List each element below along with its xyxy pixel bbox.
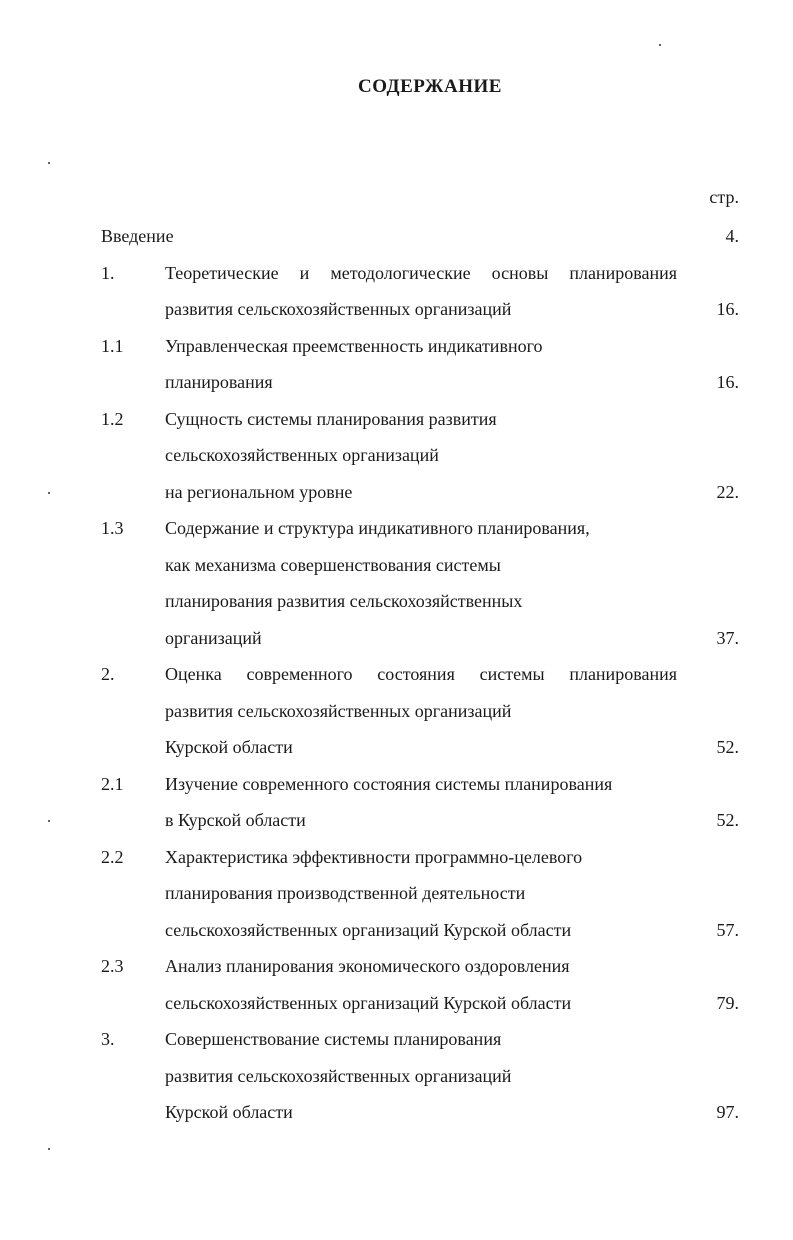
toc-entry-text: сельскохозяйственных организаций [165,445,439,465]
scan-speck [48,162,50,164]
toc-entry-text: Теоретические и методологические основы планирования [165,263,677,283]
toc-entry-page: 79. [716,993,739,1013]
toc-entry-number: 2.2 [101,847,124,867]
toc-entry-page: 52. [716,737,739,757]
toc-entry-text: Оценка современного состояния системы планирования [165,664,677,684]
toc-entry-introduction [0,223,793,249]
scan-speck [48,820,50,822]
toc-entry-text: развития сельскохозяйственных организаций [165,701,512,721]
toc-entry-text: Курской области [165,737,293,757]
toc-entry-text: в Курской области [165,810,306,830]
toc-entry-line [0,1026,793,1052]
toc-entry-number: 2. [101,664,115,684]
toc-entry-line [0,260,793,286]
toc-entry-number: 2.3 [101,956,124,976]
toc-entry-line [0,880,793,906]
toc-entry-text: планирования производственной деятельности [165,883,526,903]
toc-entry-text: Изучение современного состояния системы планирования [165,774,613,794]
toc-entry-text: планирования развития сельскохозяйственных [165,591,523,611]
toc-entry-line [0,296,793,322]
toc-entry-text: развития сельскохозяйственных организаций [165,299,512,319]
toc-entry-number: 1.3 [101,518,124,538]
toc-entry-text: Характеристика эффективности программно-целевого [165,847,583,867]
toc-entry-line [0,442,793,468]
page-column-header: стр. [709,187,739,207]
scan-speck [48,492,50,494]
toc-entry-line [0,917,793,943]
toc-entry-page: 16. [716,372,739,392]
toc-entry-line [0,406,793,432]
toc-entry-line [0,953,793,979]
toc-entry-line [0,698,793,724]
toc-entry-label: Введение [101,226,174,246]
toc-entry-line [0,515,793,541]
toc-entry-line [0,1099,793,1125]
toc-entry-line [0,479,793,505]
toc-entry-text: Курской области [165,1102,293,1122]
toc-entry-text: развития сельскохозяйственных организаций [165,1066,512,1086]
toc-entry-number: 1.2 [101,409,124,429]
toc-entry-page: 16. [716,299,739,319]
page-title: СОДЕРЖАНИЕ [358,76,502,97]
toc-entry-page: 4. [725,226,739,246]
toc-entry-page: 57. [716,920,739,940]
toc-entry-text: организаций [165,628,262,648]
toc-entry-line [0,333,793,359]
toc-entry-text: Анализ планирования экономического оздоровления [165,956,570,976]
toc-entry-text: Сущность системы планирования развития [165,409,497,429]
toc-entry-number: 1. [101,263,115,283]
toc-entry-line [0,661,793,687]
toc-entry-line [0,588,793,614]
toc-entry-line [0,771,793,797]
toc-entry-text: планирования [165,372,273,392]
toc-entry-text: Управленческая преемственность индикативного [165,336,543,356]
toc-entry-line [0,625,793,651]
toc-entry-page: 52. [716,810,739,830]
toc-entry-page: 22. [716,482,739,502]
toc-entry-page: 97. [716,1102,739,1122]
toc-entry-number: 1.1 [101,336,124,356]
toc-entry-text: Содержание и структура индикативного планирования, [165,518,590,538]
toc-entry-text: Совершенствование системы планирования [165,1029,502,1049]
scan-speck [659,44,661,46]
toc-entry-text: как механизма совершенствования системы [165,555,501,575]
toc-entry-text: на региональном уровне [165,482,353,502]
toc-entry-number: 2.1 [101,774,124,794]
toc-entry-page: 37. [716,628,739,648]
scan-speck [48,1148,50,1150]
toc-entry-text: сельскохозяйственных организаций Курской области [165,920,572,940]
toc-entry-number: 3. [101,1029,115,1049]
toc-entry-line [0,734,793,760]
toc-entry-line [0,369,793,395]
toc-entry-text: сельскохозяйственных организаций Курской области [165,993,572,1013]
toc-entry-line [0,990,793,1016]
toc-entry-line [0,1063,793,1089]
toc-entry-line [0,807,793,833]
toc-entry-line [0,552,793,578]
toc-entry-line [0,844,793,870]
